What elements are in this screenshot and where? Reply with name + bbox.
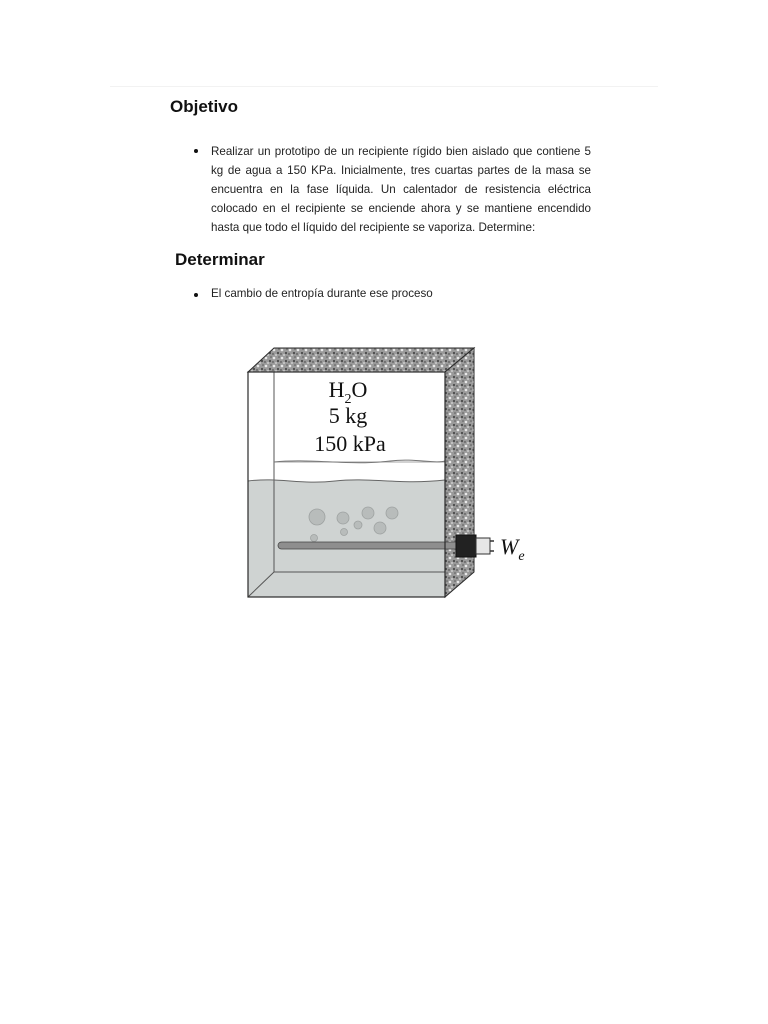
liquid-region (248, 480, 445, 597)
bubble (386, 507, 398, 519)
bubble (341, 529, 348, 536)
heater-plug-base (456, 535, 476, 557)
objective-heading: Objetivo (170, 97, 239, 116)
tank-diagram (240, 340, 540, 605)
determine-heading: Determinar (175, 250, 265, 269)
label-substance: $H_2O$ (328, 377, 368, 407)
determine-list (211, 286, 591, 302)
objective-text: Realizar un prototipo de un recipiente rígido bien aislado que contiene 5 kg de agua a 150 KPa. Inicialmente, tres cuartas partes de la masa se encuentra en la fase líquida. Un calentador de resistencia eléctrica colocado en el recipiente se enciende ahora y se mantiene encendido hasta que todo el líquido del recipiente se vaporiza. Determine: (211, 145, 591, 234)
bubble (309, 509, 325, 525)
bubble (374, 522, 386, 534)
bullet-icon (194, 149, 198, 153)
tank-figure (240, 340, 540, 605)
label-pressure: 150 kPa (314, 431, 386, 456)
heater-plug-connector (476, 538, 490, 554)
bubble (311, 535, 318, 542)
determine-text: El cambio de entropía durante ese proceso (211, 287, 433, 300)
bubble (362, 507, 374, 519)
bubble (354, 521, 362, 529)
list-item (211, 142, 591, 237)
insulation-top (248, 348, 474, 372)
heater-rod (278, 542, 460, 549)
objective-list (211, 142, 591, 237)
label-mass: 5 kg (328, 403, 368, 428)
label-work: $W_e$ (500, 534, 525, 564)
insulation-side (445, 348, 474, 597)
bullet-icon (194, 293, 198, 297)
bubble (337, 512, 349, 524)
list-item (211, 286, 591, 302)
page-top-divider (110, 86, 658, 87)
